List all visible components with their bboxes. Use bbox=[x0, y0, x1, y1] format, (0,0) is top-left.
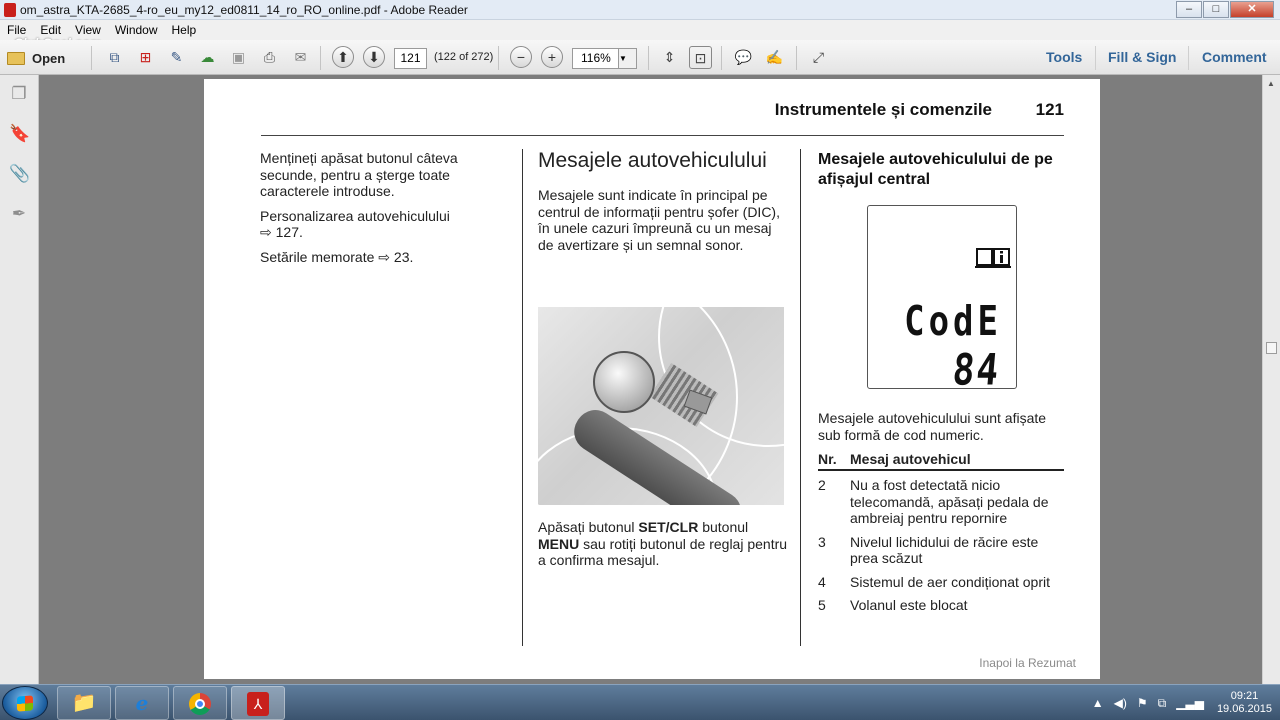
tools-pane-button[interactable]: Tools bbox=[1046, 49, 1083, 65]
zoom-select[interactable] bbox=[572, 48, 637, 69]
attachments-icon[interactable]: 📎 bbox=[9, 164, 31, 183]
volume-icon[interactable]: ◀) bbox=[1113, 696, 1127, 710]
chrome-icon[interactable] bbox=[173, 686, 227, 720]
signatures-icon[interactable]: ✒ bbox=[11, 204, 27, 223]
page-number: 121 bbox=[1035, 100, 1064, 119]
row-number: 3 bbox=[818, 533, 826, 550]
fit-page-icon[interactable]: ⊡ bbox=[689, 46, 712, 69]
menu-help[interactable]: Help bbox=[171, 23, 197, 37]
column-1 bbox=[260, 150, 490, 273]
toolbar-separator bbox=[91, 46, 92, 70]
bookmarks-icon[interactable]: 🔖 bbox=[9, 124, 31, 143]
menu-bar bbox=[0, 20, 1280, 40]
column-3-body bbox=[818, 410, 1064, 451]
toolbar-separator bbox=[648, 46, 649, 70]
section-heading: Mesajele autovehiculului bbox=[538, 149, 767, 172]
print-icon[interactable]: ⎙ bbox=[263, 49, 276, 65]
navigation-pane bbox=[0, 75, 39, 684]
paragraph bbox=[260, 249, 490, 266]
windows-logo-icon bbox=[17, 695, 33, 711]
steering-stalk-photo bbox=[538, 307, 784, 505]
row-number: 4 bbox=[818, 573, 826, 590]
column-3 bbox=[818, 150, 1064, 190]
next-page-button[interactable]: ⬇ bbox=[363, 46, 385, 68]
edit-pdf-icon[interactable]: ✎ bbox=[170, 49, 183, 65]
column-divider bbox=[522, 149, 523, 646]
row-message: Volanul este blocat bbox=[850, 597, 968, 613]
section-heading: Mesajele autovehiculului de pe afișajul central bbox=[818, 151, 1053, 188]
network-icon[interactable]: ⧉ bbox=[1157, 695, 1167, 710]
folder-icon bbox=[7, 52, 25, 65]
scrollbar-thumb[interactable] bbox=[1266, 342, 1277, 354]
menu-edit[interactable]: Edit bbox=[40, 23, 62, 37]
clock-date: 19.06.2015 bbox=[1216, 703, 1272, 715]
row-message: Nivelul lichidului de răcire este prea scăzut bbox=[850, 533, 1039, 566]
row-message: Sistemul de aer condiționat oprit bbox=[850, 573, 1050, 590]
combine-files-icon[interactable]: ⊞ bbox=[139, 49, 152, 65]
column-2-instructions bbox=[538, 519, 790, 577]
column-2 bbox=[538, 150, 790, 261]
display-code-number: 84 bbox=[950, 346, 1002, 396]
table-row bbox=[818, 477, 1064, 527]
highlight-icon[interactable]: ✍ bbox=[765, 49, 784, 65]
zoom-value: 116% bbox=[581, 51, 611, 65]
title-bar bbox=[0, 0, 1280, 20]
create-pdf-icon[interactable]: ⧉ bbox=[109, 49, 120, 65]
show-hidden-icons-icon[interactable]: ▲ bbox=[1091, 696, 1104, 710]
page-reference[interactable]: 127. bbox=[275, 224, 303, 240]
display-code-text: CodE bbox=[904, 298, 1002, 346]
file-explorer-icon[interactable]: 📁 bbox=[57, 686, 111, 720]
window-title: om_astra_KTA-2685_4-ro_eu_my12_ed0811_14_ro_RO_online.pdf - Adobe Reader bbox=[20, 3, 468, 17]
row-number: 5 bbox=[818, 597, 826, 613]
pdf-page bbox=[204, 79, 1100, 679]
table-header bbox=[818, 451, 1064, 471]
adobe-reader-taskbar-icon[interactable]: ⅄ bbox=[231, 686, 285, 720]
toolbar bbox=[0, 40, 1280, 75]
toolbar-separator bbox=[721, 46, 722, 70]
paragraph: Mențineți apăsat butonul câteva secunde, pentru a șterge toate caracterele introduse. bbox=[260, 150, 458, 199]
close-button[interactable]: ✕ bbox=[1230, 1, 1274, 18]
set-clr-label: SET/CLR bbox=[638, 519, 699, 535]
email-icon[interactable]: ✉ bbox=[294, 49, 307, 65]
paragraph: Mesajele sunt indicate în principal pe centrul de informații pentru șofer (DIC), în unele cazuri împreună cu un mesaj de avertizare și un semnal sonor. bbox=[538, 187, 780, 253]
message-table bbox=[818, 451, 1064, 621]
fill-sign-pane-button[interactable]: Fill & Sign bbox=[1108, 49, 1177, 65]
page-thumbnails-icon[interactable]: ❐ bbox=[11, 84, 27, 103]
set-clr-button-part bbox=[593, 351, 655, 413]
start-button[interactable] bbox=[2, 686, 48, 720]
section-title: Instrumentele și comenzile bbox=[774, 100, 992, 119]
internet-explorer-icon[interactable]: e bbox=[115, 686, 169, 720]
arrow-ref-icon: ⇨ bbox=[378, 248, 391, 265]
column-header-message: Mesaj autovehicul bbox=[850, 451, 971, 467]
system-tray bbox=[1087, 685, 1280, 720]
menu-label: MENU bbox=[538, 535, 580, 552]
table-row bbox=[818, 574, 1064, 591]
link-text: Personalizarea autovehiculului bbox=[260, 207, 450, 224]
action-center-icon[interactable]: ⚑ bbox=[1136, 696, 1148, 710]
open-button[interactable] bbox=[7, 47, 65, 69]
fit-width-icon[interactable]: ⇕ bbox=[663, 49, 676, 65]
back-to-summary-link[interactable]: Inapoi la Rezumat bbox=[979, 656, 1076, 670]
open-label: Open bbox=[32, 50, 66, 66]
page-header bbox=[261, 98, 1064, 136]
row-message: Nu a fost detectată nicio telecomandă, apăsați pedala de ambreiaj pentru repornire bbox=[850, 477, 1049, 526]
comment-pane-button[interactable]: Comment bbox=[1202, 49, 1267, 65]
sticky-note-icon[interactable]: 💬 bbox=[734, 49, 753, 65]
page-number-input[interactable]: 121 bbox=[394, 48, 427, 69]
paragraph bbox=[260, 208, 490, 241]
link-text: Setările memorate bbox=[260, 248, 375, 265]
clock-time: 09:21 bbox=[1230, 690, 1259, 702]
signal-icon[interactable]: ▁▃▅ bbox=[1176, 696, 1204, 710]
page-reference[interactable]: 23. bbox=[393, 248, 414, 265]
toolbar-separator bbox=[498, 46, 499, 70]
fullscreen-icon[interactable]: ⤢ bbox=[812, 49, 825, 65]
menu-view[interactable]: View bbox=[75, 23, 101, 37]
menu-file[interactable]: File bbox=[7, 23, 27, 37]
save-icon[interactable]: ▣ bbox=[231, 49, 246, 65]
toolbar-separator bbox=[1188, 46, 1189, 70]
scroll-up-icon[interactable]: ▲ bbox=[1267, 79, 1275, 88]
column-divider bbox=[800, 149, 801, 646]
paragraph: Mesajele autovehiculului sunt afișate sub formă de cod numeric. bbox=[818, 410, 1047, 443]
table-row bbox=[818, 597, 1064, 614]
previous-page-button[interactable]: ⬆ bbox=[332, 46, 354, 68]
toolbar-separator bbox=[320, 46, 321, 70]
menu-window[interactable]: Window bbox=[114, 23, 158, 37]
taskbar bbox=[0, 684, 1280, 720]
table-row bbox=[818, 534, 1064, 567]
row-number: 2 bbox=[818, 477, 826, 493]
book-info-icon bbox=[975, 246, 1011, 268]
minimize-button[interactable]: – bbox=[1176, 1, 1202, 18]
clock[interactable] bbox=[1217, 690, 1272, 716]
adobe-reader-icon bbox=[4, 3, 16, 17]
arrow-ref-icon: ⇨ bbox=[260, 224, 272, 240]
paragraph: Apăsați butonul SET/CLR butonul MENU sau rotiți butonul de reglaj pentru a confirma mesajul. bbox=[538, 519, 788, 568]
toolbar-separator bbox=[1095, 46, 1096, 70]
central-display-illustration bbox=[867, 205, 1017, 396]
chevron-down-icon: ▼ bbox=[618, 49, 636, 68]
page-count: (122 of 272) bbox=[434, 51, 494, 63]
vertical-scrollbar[interactable] bbox=[1262, 75, 1280, 684]
zoom-out-button[interactable]: − bbox=[510, 46, 532, 68]
maximize-button[interactable]: □ bbox=[1203, 1, 1229, 18]
upload-cloud-icon[interactable]: ☁ bbox=[200, 49, 215, 65]
toolbar-separator bbox=[796, 46, 797, 70]
column-header-nr: Nr. bbox=[818, 451, 837, 467]
zoom-in-button[interactable]: + bbox=[541, 46, 563, 68]
